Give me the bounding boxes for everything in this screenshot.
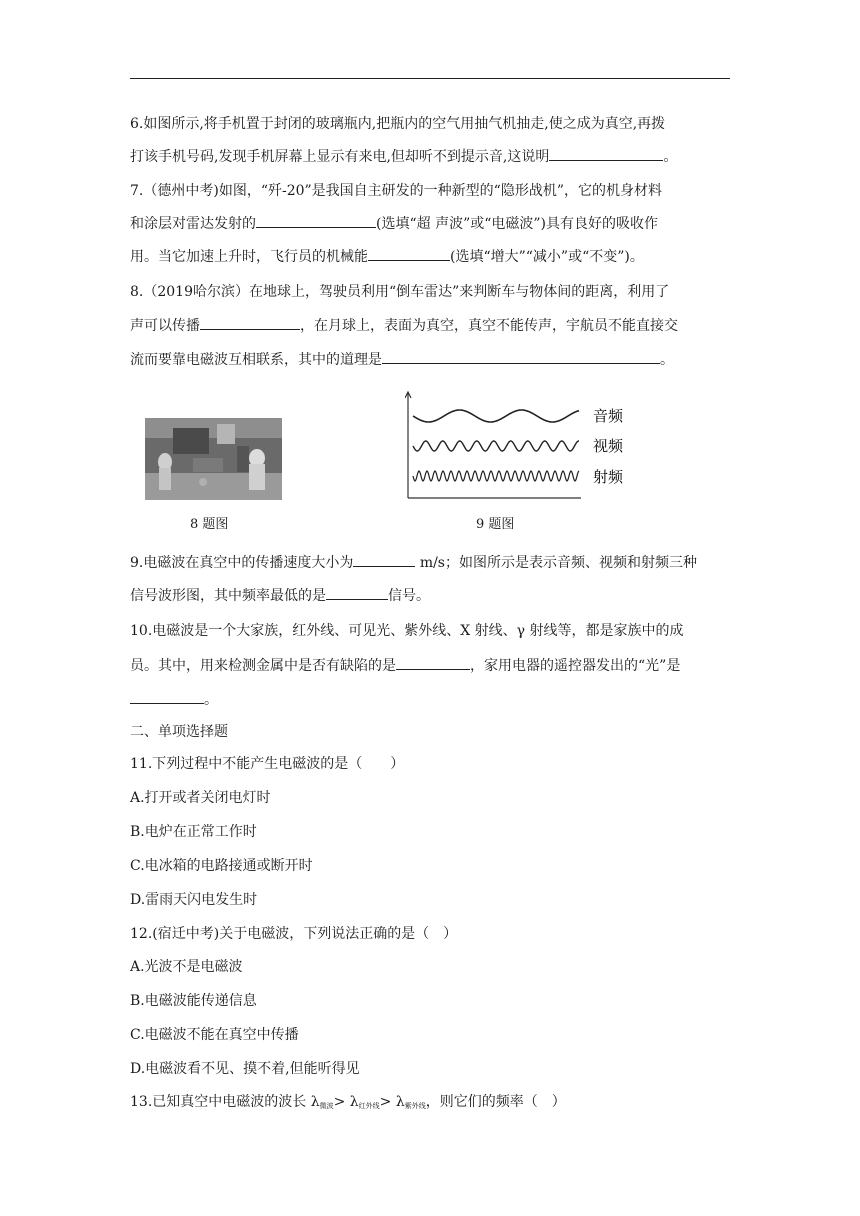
figure-8-caption: 8 题图 [190,517,229,532]
astronauts-photo [145,418,282,500]
q7-line1 [130,181,662,201]
wave-diagram [405,390,645,502]
q10-blank-1[interactable] [396,655,470,670]
q11-option-a[interactable]: A.打开或者关闭电灯时 [130,790,271,806]
q13-text-4: ，则它们的频率（ ） [425,1094,566,1110]
q13-text-2: > λ [333,1094,359,1110]
figure-9-caption: 9 题图 [476,517,515,532]
q12-stem: 12.(宿迁中考)关于电磁波，下列说法正确的是（ ） [130,926,458,942]
q10-line2 [130,655,680,676]
audio-wave [413,410,579,422]
q6-blank[interactable] [549,146,663,161]
q8-text-1: 8.（2019哈尔滨）在地球上，驾驶员利用“倒车雷达”来判断车与物体间的距离，利用了 [130,284,670,300]
q9-blank-2[interactable] [326,585,388,600]
q10-line1 [130,621,684,641]
video-label: 视频 [593,437,624,455]
q6-text-1: 6.如图所示,将手机置于封闭的玻璃瓶内,把瓶内的空气用抽气机抽走,使之成为真空,再拨 [130,116,666,132]
q9-text-2: m/s；如图所示是表示音频、视频和射频三种 [419,555,697,571]
q8-text-2: 声可以传播 [130,318,200,334]
q8-blank-2[interactable] [382,349,660,364]
q13-text-3: > λ [379,1094,405,1110]
q8-text-3: ，在月球上，表面为真空，真空不能传声，宇航员不能直接交 [300,318,678,334]
q9-blank-1[interactable] [353,552,415,567]
q12-option-a[interactable]: A.光波不是电磁波 [130,959,243,975]
video-wave [413,441,579,451]
q13-sub-ultraviolet: 紫外线 [404,1102,426,1110]
q10-text-4: 。 [204,692,218,708]
q13-sub-infrared: 红外线 [358,1102,380,1110]
q7-line2 [130,213,658,234]
q11-option-b[interactable]: B.电炉在正常工作时 [130,824,257,840]
q12-option-b[interactable]: B.电磁波能传递信息 [130,993,257,1009]
q12-option-c[interactable]: C.电磁波不能在真空中传播 [130,1027,299,1043]
q12-option-d[interactable]: D.电磁波看不见、摸不着,但能听得见 [130,1061,360,1077]
q9-text-1: 9.电磁波在真空中的传播速度大小为 [130,555,354,571]
q8-line1 [130,282,669,302]
q13-text-1: 13.已知真空中电磁波的波长 λ [130,1094,320,1110]
q8-line2 [130,315,678,336]
q7-blank-2[interactable] [368,246,450,261]
q6-end: 。 [663,149,678,165]
q7-text-3: (选填“超 声波”或“电磁波”)具有良好的吸收作 [376,216,659,232]
header-rule [130,78,730,79]
q13-sub-microwave: 微波 [319,1102,334,1110]
q8-text-5: 。 [660,352,674,368]
radio-label: 射频 [593,468,624,486]
radio-wave [413,471,579,481]
q7-line3 [130,246,644,267]
q6-line2 [130,146,677,167]
q9-line1 [130,552,697,573]
q10-blank-2[interactable] [130,689,204,704]
q9-text-3: 信号波形图，其中频率最低的是 [130,588,326,604]
q8-line3 [130,349,674,370]
q9-line2 [130,585,430,606]
audio-label: 音频 [593,407,624,425]
q10-text-3: ，家用电器的遥控器发出的“光”是 [470,658,681,674]
q11-option-c[interactable]: C.电冰箱的电路接通或断开时 [130,858,313,874]
q7-text-2: 和涂层对雷达发射的 [130,216,256,232]
q9-text-4: 信号。 [388,588,430,604]
q6-text-2: 打该手机号码,发现手机屏幕上显示有来电,但却听不到提示音,这说明 [130,149,550,165]
q11-option-d[interactable]: D.雷雨天闪电发生时 [130,892,258,908]
q7-text-5: (选填“增大”“减小”或“不变”)。 [450,249,644,265]
q10-line3 [130,689,218,710]
q8-text-4: 流而要靠电磁波互相联系，其中的道理是 [130,352,382,368]
section-heading: 二、单项选择题 [130,724,228,740]
q10-text-2: 员。其中，用来检测金属中是否有缺陷的是 [130,658,396,674]
q7-text-1: 7.（德州中考)如图，“歼-20”是我国自主研发的一种新型的“隐形战机”，它的机身材料 [130,183,662,199]
q7-blank-1[interactable] [256,213,376,228]
q6-line1 [130,114,665,134]
q13-stem [130,1092,566,1116]
q7-text-4: 用。当它加速上升时，飞行员的机械能 [130,249,368,265]
q10-text-1: 10.电磁波是一个大家族，红外线、可见光、紫外线、X 射线、γ 射线等，都是家族中的成 [130,623,684,639]
q8-blank-1[interactable] [200,315,300,330]
q11-stem: 11.下列过程中不能产生电磁波的是（ ） [130,756,405,772]
